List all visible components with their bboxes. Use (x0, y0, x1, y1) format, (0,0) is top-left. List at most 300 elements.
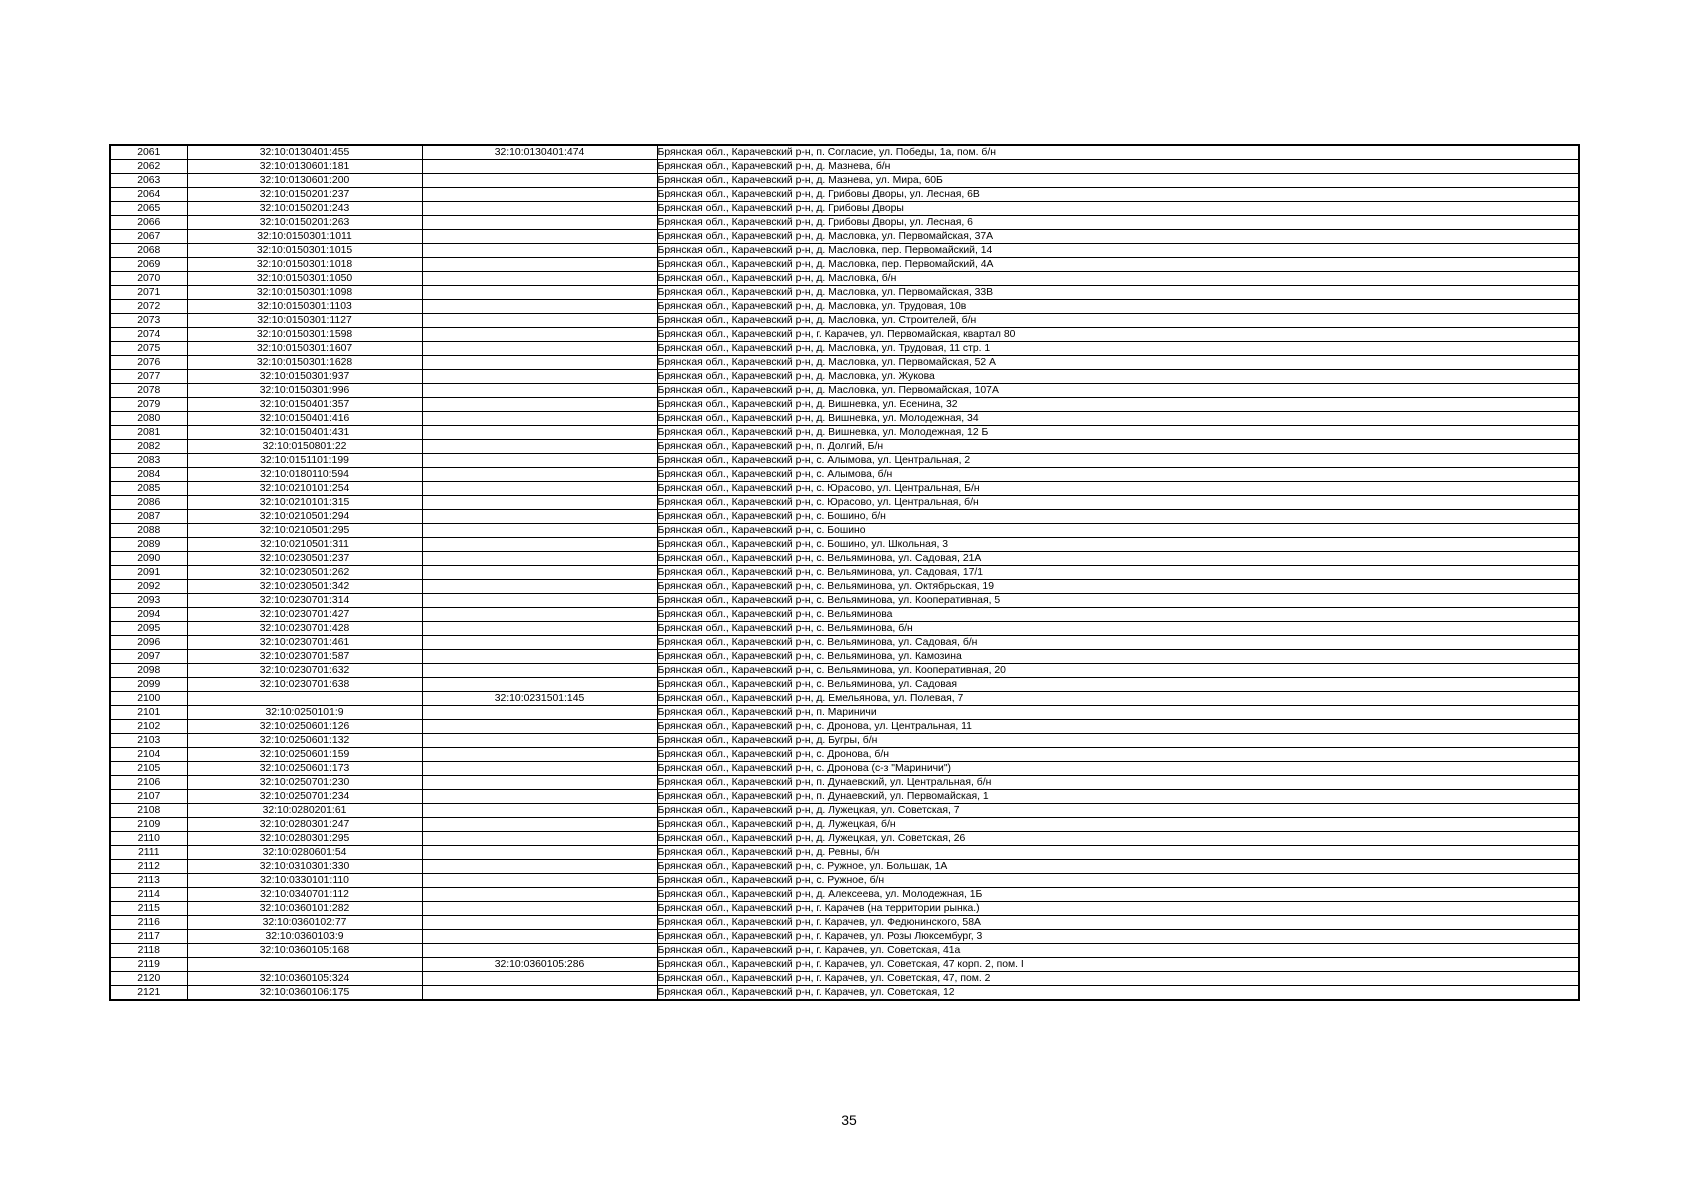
table-row (110, 790, 1579, 804)
address-cell: Брянская обл., Карачевский р-н, д. Грибовы Дворы, ул. Лесная, 6В (657, 188, 1579, 202)
address-cell: Брянская обл., Карачевский р-н, д. Масловка, б/н (657, 272, 1579, 286)
row-number-cell: 2105 (110, 762, 187, 776)
address-cell: Брянская обл., Карачевский р-н, д. Грибовы Дворы (657, 202, 1579, 216)
cadastral-number-cell: 32:10:0210501:295 (187, 524, 422, 538)
address-cell: Брянская обл., Карачевский р-н, д. Масловка, пер. Первомайский, 14 (657, 244, 1579, 258)
cadastral-number-cell: 32:10:0150301:1015 (187, 244, 422, 258)
secondary-cadastral-number-cell (422, 160, 657, 174)
address-cell: Брянская обл., Карачевский р-н, с. Бошино, б/н (657, 510, 1579, 524)
table-row (110, 496, 1579, 510)
row-number-cell: 2065 (110, 202, 187, 216)
secondary-cadastral-number-cell (422, 230, 657, 244)
address-cell: Брянская обл., Карачевский р-н, п. Дунаевский, ул. Первомайская, 1 (657, 790, 1579, 804)
address-cell: Брянская обл., Карачевский р-н, д. Вишневка, ул. Молодежная, 12 Б (657, 426, 1579, 440)
table-row (110, 286, 1579, 300)
secondary-cadastral-number-cell (422, 706, 657, 720)
cadastral-number-cell: 32:10:0150201:243 (187, 202, 422, 216)
registry-table-body (110, 145, 1579, 1000)
row-number-cell: 2117 (110, 930, 187, 944)
row-number-cell: 2089 (110, 538, 187, 552)
cadastral-number-cell: 32:10:0230701:314 (187, 594, 422, 608)
table-row (110, 622, 1579, 636)
table-row (110, 468, 1579, 482)
row-number-cell: 2079 (110, 398, 187, 412)
row-number-cell: 2061 (110, 145, 187, 160)
address-cell: Брянская обл., Карачевский р-н, с. Дронова, ул. Центральная, 11 (657, 720, 1579, 734)
cadastral-number-cell: 32:10:0230501:237 (187, 552, 422, 566)
row-number-cell: 2097 (110, 650, 187, 664)
table-row (110, 552, 1579, 566)
table-row (110, 174, 1579, 188)
secondary-cadastral-number-cell (422, 986, 657, 1001)
secondary-cadastral-number-cell (422, 888, 657, 902)
secondary-cadastral-number-cell (422, 286, 657, 300)
cadastral-number-cell: 32:10:0340701:112 (187, 888, 422, 902)
table-row (110, 440, 1579, 454)
row-number-cell: 2083 (110, 454, 187, 468)
secondary-cadastral-number-cell (422, 580, 657, 594)
row-number-cell: 2108 (110, 804, 187, 818)
row-number-cell: 2093 (110, 594, 187, 608)
secondary-cadastral-number-cell (422, 216, 657, 230)
table-row (110, 272, 1579, 286)
secondary-cadastral-number-cell (422, 594, 657, 608)
address-cell: Брянская обл., Карачевский р-н, с. Алымова, б/н (657, 468, 1579, 482)
cadastral-number-cell: 32:10:0230501:342 (187, 580, 422, 594)
cadastral-number-cell: 32:10:0230701:587 (187, 650, 422, 664)
cadastral-number-cell: 32:10:0130401:455 (187, 145, 422, 160)
address-cell: Брянская обл., Карачевский р-н, г. Карачев (на территории рынка.) (657, 902, 1579, 916)
page-number: 35 (841, 1112, 857, 1128)
table-row (110, 524, 1579, 538)
row-number-cell: 2116 (110, 916, 187, 930)
secondary-cadastral-number-cell (422, 972, 657, 986)
table-row (110, 482, 1579, 496)
table-row (110, 916, 1579, 930)
cadastral-number-cell (187, 692, 422, 706)
row-number-cell: 2084 (110, 468, 187, 482)
secondary-cadastral-number-cell (422, 930, 657, 944)
cadastral-number-cell: 32:10:0150301:1103 (187, 300, 422, 314)
row-number-cell: 2106 (110, 776, 187, 790)
table-row (110, 706, 1579, 720)
address-cell: Брянская обл., Карачевский р-н, д. Масловка, ул. Жукова (657, 370, 1579, 384)
row-number-cell: 2081 (110, 426, 187, 440)
table-row (110, 328, 1579, 342)
cadastral-number-cell: 32:10:0210501:294 (187, 510, 422, 524)
address-cell: Брянская обл., Карачевский р-н, д. Лужецкая, ул. Советская, 7 (657, 804, 1579, 818)
address-cell: Брянская обл., Карачевский р-н, с. Вельяминова, ул. Кооперативная, 5 (657, 594, 1579, 608)
row-number-cell: 2120 (110, 972, 187, 986)
cadastral-number-cell: 32:10:0150301:1598 (187, 328, 422, 342)
address-cell: Брянская обл., Карачевский р-н, с. Вельяминова, ул. Садовая, 17/1 (657, 566, 1579, 580)
address-cell: Брянская обл., Карачевский р-н, д. Масловка, ул. Первомайская, 37А (657, 230, 1579, 244)
secondary-cadastral-number-cell (422, 846, 657, 860)
secondary-cadastral-number-cell (422, 804, 657, 818)
cadastral-number-cell: 32:10:0330101:110 (187, 874, 422, 888)
cadastral-number-cell: 32:10:0250601:159 (187, 748, 422, 762)
table-row (110, 342, 1579, 356)
secondary-cadastral-number-cell (422, 244, 657, 258)
secondary-cadastral-number-cell (422, 748, 657, 762)
cadastral-number-cell: 32:10:0360105:168 (187, 944, 422, 958)
table-row (110, 160, 1579, 174)
row-number-cell: 2068 (110, 244, 187, 258)
cadastral-number-cell: 32:10:0250101:9 (187, 706, 422, 720)
table-row (110, 202, 1579, 216)
row-number-cell: 2085 (110, 482, 187, 496)
table-row (110, 874, 1579, 888)
row-number-cell: 2119 (110, 958, 187, 972)
table-row (110, 370, 1579, 384)
cadastral-number-cell: 32:10:0360105:324 (187, 972, 422, 986)
secondary-cadastral-number-cell (422, 496, 657, 510)
address-cell: Брянская обл., Карачевский р-н, с. Ружное, ул. Большак, 1А (657, 860, 1579, 874)
cadastral-number-cell: 32:10:0210101:254 (187, 482, 422, 496)
row-number-cell: 2095 (110, 622, 187, 636)
cadastral-number-cell: 32:10:0151101:199 (187, 454, 422, 468)
address-cell: Брянская обл., Карачевский р-н, г. Карачев, ул. Федюнинского, 58А (657, 916, 1579, 930)
secondary-cadastral-number-cell (422, 790, 657, 804)
row-number-cell: 2078 (110, 384, 187, 398)
cadastral-number-cell: 32:10:0250701:230 (187, 776, 422, 790)
secondary-cadastral-number-cell: 32:10:0231501:145 (422, 692, 657, 706)
secondary-cadastral-number-cell (422, 510, 657, 524)
cadastral-number-cell: 32:10:0230701:632 (187, 664, 422, 678)
table-row (110, 412, 1579, 426)
address-cell: Брянская обл., Карачевский р-н, д. Лужецкая, ул. Советская, 26 (657, 832, 1579, 846)
address-cell: Брянская обл., Карачевский р-н, д. Емельянова, ул. Полевая, 7 (657, 692, 1579, 706)
address-cell: Брянская обл., Карачевский р-н, д. Масловка, ул. Строителей, б/н (657, 314, 1579, 328)
row-number-cell: 2111 (110, 846, 187, 860)
row-number-cell: 2115 (110, 902, 187, 916)
row-number-cell: 2091 (110, 566, 187, 580)
address-cell: Брянская обл., Карачевский р-н, с. Бошино (657, 524, 1579, 538)
table-row (110, 930, 1579, 944)
cadastral-number-cell: 32:10:0250601:126 (187, 720, 422, 734)
cadastral-number-cell: 32:10:0250601:132 (187, 734, 422, 748)
table-row (110, 860, 1579, 874)
cadastral-number-cell: 32:10:0230701:428 (187, 622, 422, 636)
secondary-cadastral-number-cell (422, 622, 657, 636)
table-row (110, 972, 1579, 986)
row-number-cell: 2112 (110, 860, 187, 874)
secondary-cadastral-number-cell (422, 272, 657, 286)
cadastral-number-cell: 32:10:0150301:1127 (187, 314, 422, 328)
table-row (110, 426, 1579, 440)
address-cell: Брянская обл., Карачевский р-н, с. Юрасово, ул. Центральная, Б/н (657, 482, 1579, 496)
address-cell: Брянская обл., Карачевский р-н, с. Ружное, б/н (657, 874, 1579, 888)
secondary-cadastral-number-cell (422, 454, 657, 468)
secondary-cadastral-number-cell (422, 636, 657, 650)
row-number-cell: 2100 (110, 692, 187, 706)
secondary-cadastral-number-cell (422, 566, 657, 580)
table-row (110, 664, 1579, 678)
table-row (110, 258, 1579, 272)
row-number-cell: 2107 (110, 790, 187, 804)
secondary-cadastral-number-cell (422, 370, 657, 384)
address-cell: Брянская обл., Карачевский р-н, д. Масловка, пер. Первомайский, 4А (657, 258, 1579, 272)
table-row (110, 944, 1579, 958)
cadastral-number-cell: 32:10:0360102:77 (187, 916, 422, 930)
address-cell: Брянская обл., Карачевский р-н, г. Карачев, ул. Советская, 47, пом. 2 (657, 972, 1579, 986)
cadastral-number-cell: 32:10:0230501:262 (187, 566, 422, 580)
cadastral-number-cell: 32:10:0210101:315 (187, 496, 422, 510)
cadastral-number-cell (187, 958, 422, 972)
secondary-cadastral-number-cell (422, 874, 657, 888)
row-number-cell: 2098 (110, 664, 187, 678)
cadastral-number-cell: 32:10:0150401:416 (187, 412, 422, 426)
row-number-cell: 2087 (110, 510, 187, 524)
cadastral-number-cell: 32:10:0150301:996 (187, 384, 422, 398)
secondary-cadastral-number-cell (422, 258, 657, 272)
row-number-cell: 2071 (110, 286, 187, 300)
secondary-cadastral-number-cell (422, 426, 657, 440)
row-number-cell: 2070 (110, 272, 187, 286)
table-row (110, 846, 1579, 860)
table-row (110, 244, 1579, 258)
table-row (110, 818, 1579, 832)
cadastral-number-cell: 32:10:0150301:1607 (187, 342, 422, 356)
secondary-cadastral-number-cell (422, 412, 657, 426)
secondary-cadastral-number-cell (422, 762, 657, 776)
table-row (110, 356, 1579, 370)
address-cell: Брянская обл., Карачевский р-н, д. Алексеева, ул. Молодежная, 1Б (657, 888, 1579, 902)
address-cell: Брянская обл., Карачевский р-н, г. Карачев, ул. Советская, 12 (657, 986, 1579, 1001)
table-row (110, 566, 1579, 580)
row-number-cell: 2075 (110, 342, 187, 356)
cadastral-number-cell: 32:10:0130601:181 (187, 160, 422, 174)
address-cell: Брянская обл., Карачевский р-н, с. Вельяминова, ул. Садовая (657, 678, 1579, 692)
cadastral-number-cell: 32:10:0180110:594 (187, 468, 422, 482)
cadastral-number-cell: 32:10:0150201:263 (187, 216, 422, 230)
table-row (110, 692, 1579, 706)
address-cell: Брянская обл., Карачевский р-н, д. Масловка, ул. Первомайская, 107А (657, 384, 1579, 398)
table-row (110, 832, 1579, 846)
secondary-cadastral-number-cell (422, 818, 657, 832)
secondary-cadastral-number-cell (422, 538, 657, 552)
cadastral-number-cell: 32:10:0360101:282 (187, 902, 422, 916)
cadastral-number-cell: 32:10:0360106:175 (187, 986, 422, 1001)
address-cell: Брянская обл., Карачевский р-н, с. Бошино, ул. Школьная, 3 (657, 538, 1579, 552)
table-row (110, 314, 1579, 328)
row-number-cell: 2074 (110, 328, 187, 342)
secondary-cadastral-number-cell (422, 300, 657, 314)
table-row (110, 580, 1579, 594)
address-cell: Брянская обл., Карачевский р-н, п. Дунаевский, ул. Центральная, б/н (657, 776, 1579, 790)
secondary-cadastral-number-cell (422, 482, 657, 496)
address-cell: Брянская обл., Карачевский р-н, д. Масловка, ул. Первомайская, 52 А (657, 356, 1579, 370)
address-cell: Брянская обл., Карачевский р-н, с. Дронова, б/н (657, 748, 1579, 762)
secondary-cadastral-number-cell (422, 832, 657, 846)
cadastral-number-cell: 32:10:0150801:22 (187, 440, 422, 454)
table-row (110, 888, 1579, 902)
secondary-cadastral-number-cell: 32:10:0130401:474 (422, 145, 657, 160)
secondary-cadastral-number-cell (422, 608, 657, 622)
cadastral-number-cell: 32:10:0230701:461 (187, 636, 422, 650)
secondary-cadastral-number-cell (422, 398, 657, 412)
address-cell: Брянская обл., Карачевский р-н, д. Лужецкая, б/н (657, 818, 1579, 832)
cadastral-number-cell: 32:10:0150301:1011 (187, 230, 422, 244)
secondary-cadastral-number-cell (422, 650, 657, 664)
secondary-cadastral-number-cell (422, 524, 657, 538)
secondary-cadastral-number-cell (422, 440, 657, 454)
address-cell: Брянская обл., Карачевский р-н, с. Дронова (с-з "Мариничи") (657, 762, 1579, 776)
secondary-cadastral-number-cell (422, 342, 657, 356)
row-number-cell: 2109 (110, 818, 187, 832)
table-row (110, 762, 1579, 776)
address-cell: Брянская обл., Карачевский р-н, п. Долгий, Б/н (657, 440, 1579, 454)
row-number-cell: 2118 (110, 944, 187, 958)
cadastral-number-cell: 32:10:0150301:1098 (187, 286, 422, 300)
address-cell: Брянская обл., Карачевский р-н, с. Вельяминова, б/н (657, 622, 1579, 636)
secondary-cadastral-number-cell: 32:10:0360105:286 (422, 958, 657, 972)
property-registry-table (109, 144, 1580, 1001)
cadastral-number-cell: 32:10:0150301:1628 (187, 356, 422, 370)
address-cell: Брянская обл., Карачевский р-н, с. Юрасово, ул. Центральная, б/н (657, 496, 1579, 510)
secondary-cadastral-number-cell (422, 776, 657, 790)
address-cell: Брянская обл., Карачевский р-н, д. Масловка, ул. Трудовая, 11 стр. 1 (657, 342, 1579, 356)
table-row (110, 510, 1579, 524)
row-number-cell: 2088 (110, 524, 187, 538)
table-row (110, 145, 1579, 160)
row-number-cell: 2069 (110, 258, 187, 272)
cadastral-number-cell: 32:10:0280201:61 (187, 804, 422, 818)
cadastral-number-cell: 32:10:0150301:1018 (187, 258, 422, 272)
table-row (110, 720, 1579, 734)
secondary-cadastral-number-cell (422, 916, 657, 930)
row-number-cell: 2103 (110, 734, 187, 748)
cadastral-number-cell: 32:10:0150301:937 (187, 370, 422, 384)
table-row (110, 300, 1579, 314)
cadastral-number-cell: 32:10:0250601:173 (187, 762, 422, 776)
table-row (110, 636, 1579, 650)
row-number-cell: 2094 (110, 608, 187, 622)
address-cell: Брянская обл., Карачевский р-н, п. Согласие, ул. Победы, 1а, пом. б/н (657, 145, 1579, 160)
table-row (110, 986, 1579, 1001)
row-number-cell: 2096 (110, 636, 187, 650)
cadastral-number-cell: 32:10:0280601:54 (187, 846, 422, 860)
address-cell: Брянская обл., Карачевский р-н, с. Вельяминова, ул. Октябрьская, 19 (657, 580, 1579, 594)
row-number-cell: 2113 (110, 874, 187, 888)
row-number-cell: 2082 (110, 440, 187, 454)
address-cell: Брянская обл., Карачевский р-н, д. Ревны, б/н (657, 846, 1579, 860)
cadastral-number-cell: 32:10:0130601:200 (187, 174, 422, 188)
secondary-cadastral-number-cell (422, 944, 657, 958)
table-row (110, 804, 1579, 818)
secondary-cadastral-number-cell (422, 468, 657, 482)
row-number-cell: 2086 (110, 496, 187, 510)
address-cell: Брянская обл., Карачевский р-н, с. Вельяминова, ул. Садовая, 21А (657, 552, 1579, 566)
row-number-cell: 2073 (110, 314, 187, 328)
table-row (110, 230, 1579, 244)
address-cell: Брянская обл., Карачевский р-н, г. Карачев, ул. Советская, 41а (657, 944, 1579, 958)
table-row (110, 902, 1579, 916)
table-row (110, 594, 1579, 608)
row-number-cell: 2080 (110, 412, 187, 426)
table-row (110, 216, 1579, 230)
cadastral-number-cell: 32:10:0360103:9 (187, 930, 422, 944)
address-cell: Брянская обл., Карачевский р-н, с. Вельяминова (657, 608, 1579, 622)
row-number-cell: 2072 (110, 300, 187, 314)
secondary-cadastral-number-cell (422, 552, 657, 566)
cadastral-number-cell: 32:10:0310301:330 (187, 860, 422, 874)
address-cell: Брянская обл., Карачевский р-н, г. Карачев, ул. Розы Люксембург, 3 (657, 930, 1579, 944)
cadastral-number-cell: 32:10:0150401:431 (187, 426, 422, 440)
cadastral-number-cell: 32:10:0150301:1050 (187, 272, 422, 286)
cadastral-number-cell: 32:10:0150201:237 (187, 188, 422, 202)
row-number-cell: 2099 (110, 678, 187, 692)
row-number-cell: 2110 (110, 832, 187, 846)
table-row (110, 650, 1579, 664)
secondary-cadastral-number-cell (422, 356, 657, 370)
row-number-cell: 2077 (110, 370, 187, 384)
row-number-cell: 2102 (110, 720, 187, 734)
table-row (110, 538, 1579, 552)
secondary-cadastral-number-cell (422, 664, 657, 678)
row-number-cell: 2062 (110, 160, 187, 174)
cadastral-number-cell: 32:10:0230701:638 (187, 678, 422, 692)
secondary-cadastral-number-cell (422, 902, 657, 916)
cadastral-number-cell: 32:10:0280301:295 (187, 832, 422, 846)
row-number-cell: 2076 (110, 356, 187, 370)
address-cell: Брянская обл., Карачевский р-н, д. Грибовы Дворы, ул. Лесная, 6 (657, 216, 1579, 230)
secondary-cadastral-number-cell (422, 384, 657, 398)
cadastral-number-cell: 32:10:0250701:234 (187, 790, 422, 804)
address-cell: Брянская обл., Карачевский р-н, д. Масловка, ул. Первомайская, 33В (657, 286, 1579, 300)
row-number-cell: 2090 (110, 552, 187, 566)
row-number-cell: 2101 (110, 706, 187, 720)
row-number-cell: 2064 (110, 188, 187, 202)
row-number-cell: 2063 (110, 174, 187, 188)
address-cell: Брянская обл., Карачевский р-н, с. Вельяминова, ул. Камозина (657, 650, 1579, 664)
row-number-cell: 2114 (110, 888, 187, 902)
row-number-cell: 2092 (110, 580, 187, 594)
table-row (110, 734, 1579, 748)
address-cell: Брянская обл., Карачевский р-н, с. Вельяминова, ул. Садовая, б/н (657, 636, 1579, 650)
table-row (110, 384, 1579, 398)
secondary-cadastral-number-cell (422, 328, 657, 342)
table-row (110, 678, 1579, 692)
row-number-cell: 2104 (110, 748, 187, 762)
address-cell: Брянская обл., Карачевский р-н, г. Карачев, ул. Советская, 47 корп. 2, пом. I (657, 958, 1579, 972)
table-row (110, 608, 1579, 622)
cadastral-number-cell: 32:10:0150401:357 (187, 398, 422, 412)
cadastral-number-cell: 32:10:0280301:247 (187, 818, 422, 832)
address-cell: Брянская обл., Карачевский р-н, д. Мазнева, б/н (657, 160, 1579, 174)
row-number-cell: 2121 (110, 986, 187, 1001)
secondary-cadastral-number-cell (422, 860, 657, 874)
secondary-cadastral-number-cell (422, 734, 657, 748)
row-number-cell: 2066 (110, 216, 187, 230)
table-row (110, 748, 1579, 762)
table-row (110, 188, 1579, 202)
address-cell: Брянская обл., Карачевский р-н, д. Вишневка, ул. Молодежная, 34 (657, 412, 1579, 426)
address-cell: Брянская обл., Карачевский р-н, г. Карачев, ул. Первомайская, квартал 80 (657, 328, 1579, 342)
address-cell: Брянская обл., Карачевский р-н, д. Вишневка, ул. Есенина, 32 (657, 398, 1579, 412)
address-cell: Брянская обл., Карачевский р-н, с. Вельяминова, ул. Кооперативная, 20 (657, 664, 1579, 678)
table-row (110, 776, 1579, 790)
secondary-cadastral-number-cell (422, 188, 657, 202)
row-number-cell: 2067 (110, 230, 187, 244)
address-cell: Брянская обл., Карачевский р-н, д. Бугры, б/н (657, 734, 1579, 748)
address-cell: Брянская обл., Карачевский р-н, д. Масловка, ул. Трудовая, 10в (657, 300, 1579, 314)
address-cell: Брянская обл., Карачевский р-н, д. Мазнева, ул. Мира, 60Б (657, 174, 1579, 188)
secondary-cadastral-number-cell (422, 678, 657, 692)
secondary-cadastral-number-cell (422, 720, 657, 734)
cadastral-number-cell: 32:10:0210501:311 (187, 538, 422, 552)
secondary-cadastral-number-cell (422, 202, 657, 216)
